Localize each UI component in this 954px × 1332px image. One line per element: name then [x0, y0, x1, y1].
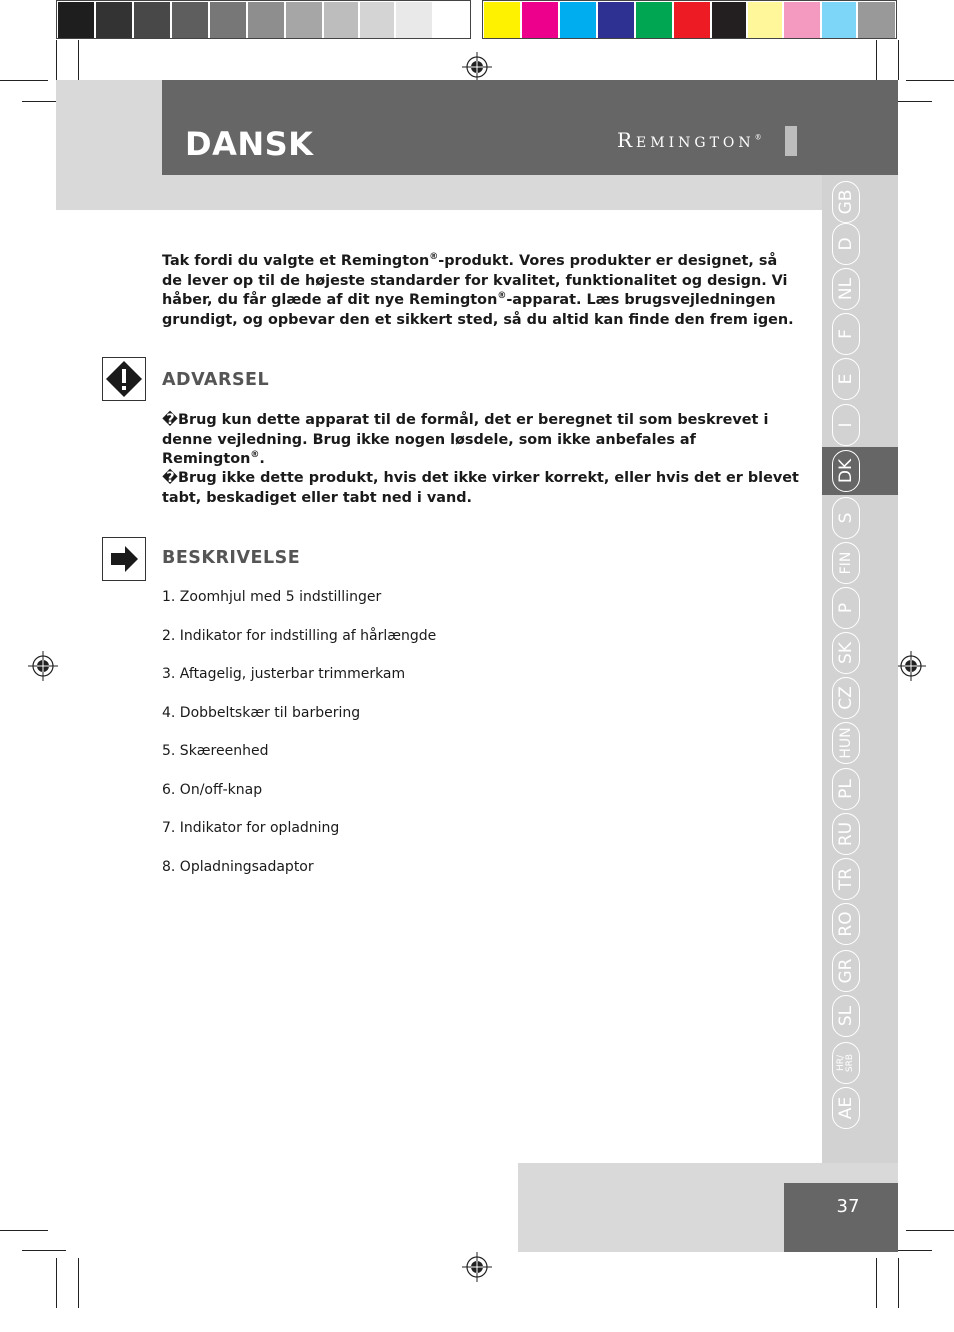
warning-item-2: �Brug ikke dette produkt, hvis det ikke virker korrekt, eller hvis det er blevet tabt, beskadiget eller tabt ned i vand.	[162, 470, 799, 506]
list-item: 5. Skæreenhed	[162, 743, 269, 759]
brand-logo: Remington®	[617, 128, 762, 152]
language-tab-label: GR	[836, 958, 856, 984]
language-tab-sl[interactable]	[832, 995, 860, 1037]
language-tab-dk[interactable]	[832, 450, 860, 492]
language-tab-label: NL	[836, 277, 856, 301]
language-tab-i[interactable]	[832, 404, 860, 446]
language-tab-label: RO	[836, 911, 856, 937]
language-tab-label: SK	[836, 642, 856, 664]
warning-icon	[102, 357, 146, 401]
language-tab-f[interactable]	[832, 313, 860, 355]
language-tab-label: D	[836, 237, 856, 251]
language-tab-fin[interactable]	[832, 542, 860, 584]
warning-item-1: �Brug kun dette apparat til de formål, det er beregnet til som beskrevet i denne vejledning. Brug ikke nogen løsdele, som ikke anbefales af Remington®.	[162, 412, 769, 467]
language-tab-nl[interactable]	[832, 268, 860, 310]
registration-mark-right	[896, 651, 926, 681]
list-item: 7. Indikator for opladning	[162, 820, 340, 836]
language-tab-p[interactable]	[832, 587, 860, 629]
list-item: 4. Dobbeltskær til barbering	[162, 704, 361, 721]
registration-mark-top	[462, 52, 492, 82]
language-tab-label: HR/ SRB	[836, 1053, 855, 1073]
page-number-box	[784, 1183, 898, 1252]
language-tab-ro[interactable]	[832, 903, 860, 945]
list-item: 8. Opladningsadaptor	[162, 858, 314, 875]
language-tab-label: I	[836, 422, 856, 428]
list-item: 6. On/off-knap	[162, 781, 263, 798]
intro-paragraph: Tak fordi du valgte et Remington®-produkt. Vores produkter er designet, så de lever op til de højeste standarder for kvalitet, funktionalitet og design. Vi håber, du får glæde af dit nye Remington®-apparat. Læs brugsvejledningen grundigt, og opbevar den et sikkert sted, så du altid kan finde den frem igen.	[162, 252, 794, 328]
language-tab-label: GB	[836, 189, 856, 215]
language-tab-label: TR	[836, 867, 856, 891]
list-item: 3. Aftagelig, justerbar trimmerkam	[162, 666, 406, 682]
language-tab-e[interactable]	[832, 358, 860, 400]
language-tab-label: RU	[836, 821, 856, 847]
page-title: DANSK	[185, 125, 314, 163]
language-tab-label: HUN	[838, 727, 854, 759]
language-tab-label: FIN	[838, 551, 854, 575]
language-tab-label: E	[836, 373, 856, 385]
description-title: BESKRIVELSE	[162, 548, 301, 568]
list-item: 1. Zoomhjul med 5 indstillinger	[162, 589, 382, 605]
registration-mark-left	[28, 651, 58, 681]
language-tab-label: F	[836, 329, 856, 339]
language-tab-hun[interactable]	[832, 722, 860, 764]
language-tab-label: DK	[836, 458, 856, 484]
language-tab-hrsrb[interactable]	[832, 1042, 860, 1084]
language-tab-gb[interactable]	[832, 181, 860, 223]
language-tab-sk[interactable]	[832, 632, 860, 674]
language-tab-label: S	[836, 512, 856, 524]
page-number: 37	[836, 1196, 860, 1217]
language-tab-cz[interactable]	[832, 677, 860, 719]
language-tab-label: CZ	[836, 686, 856, 710]
language-tab-tr[interactable]	[832, 858, 860, 900]
language-tab-s[interactable]	[832, 497, 860, 539]
list-item: 2. Indikator for indstilling af hårlængde	[162, 627, 437, 644]
language-tab-gr[interactable]	[832, 950, 860, 992]
language-tab-label: PL	[836, 779, 856, 799]
language-tab-label: SL	[836, 1005, 856, 1027]
registration-mark-bottom	[462, 1252, 492, 1282]
arrow-right-icon	[102, 537, 146, 581]
language-tab-ae[interactable]	[832, 1087, 860, 1129]
language-tab-ru[interactable]	[832, 813, 860, 855]
brand-accent-block	[785, 126, 797, 156]
warning-title: ADVARSEL	[162, 370, 270, 390]
language-tab-d[interactable]	[832, 223, 860, 265]
language-tab-label: P	[836, 602, 856, 614]
language-tab-pl[interactable]	[832, 768, 860, 810]
language-tab-label: AE	[836, 1096, 856, 1120]
